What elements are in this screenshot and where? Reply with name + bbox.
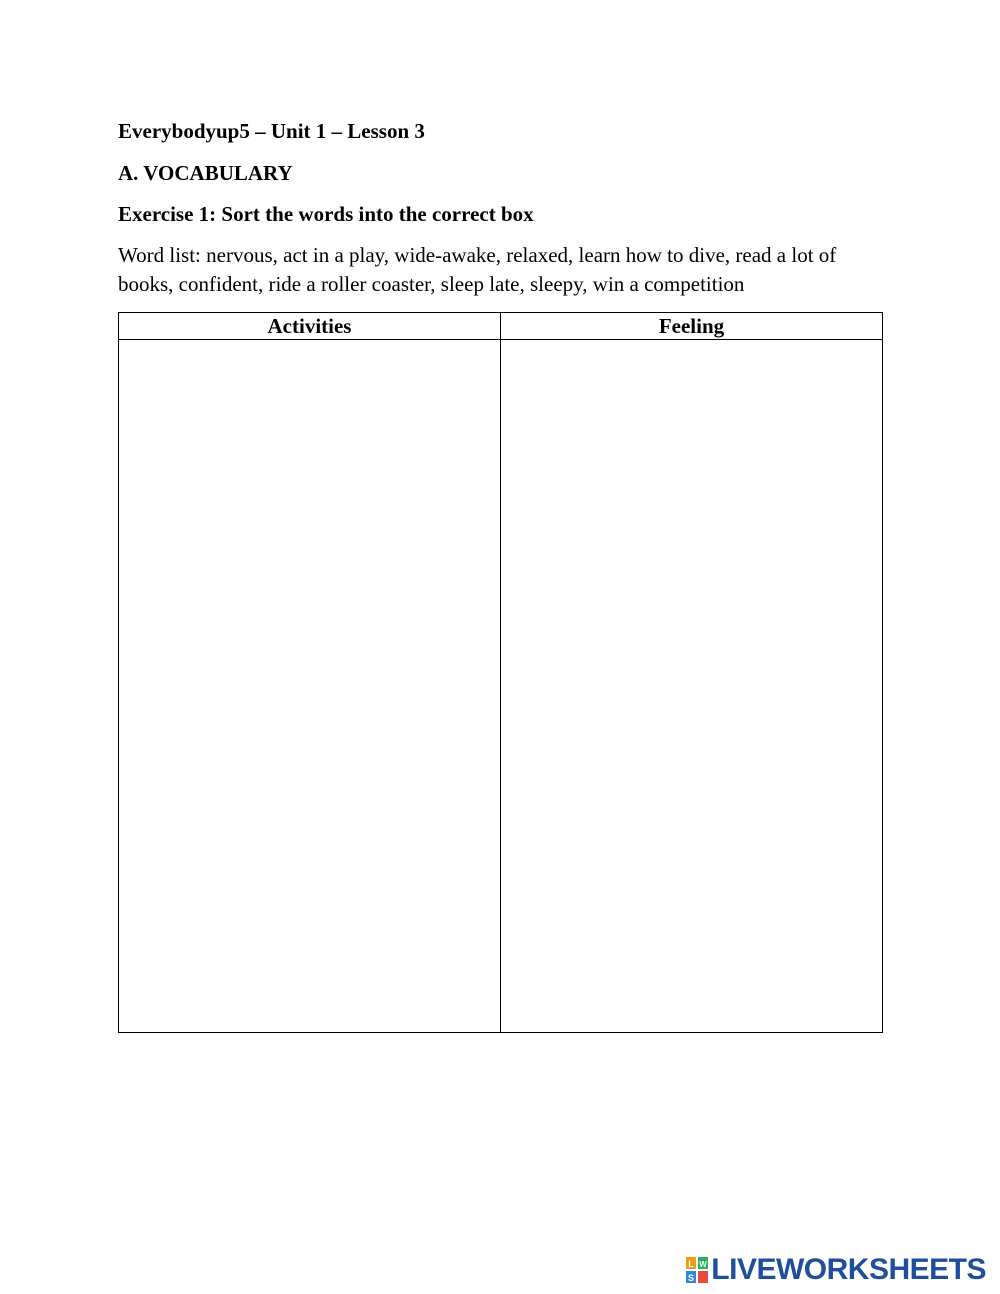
logo-letter-w: W xyxy=(699,1260,708,1269)
logo-letter-l: L xyxy=(688,1259,695,1269)
exercise-heading: Exercise 1: Sort the words into the correct box xyxy=(118,202,534,226)
logo-text: LIVEWORKSHEETS xyxy=(711,1253,986,1286)
table-header-row xyxy=(119,313,883,340)
sort-table xyxy=(118,312,883,1033)
column-header-activities: Activities xyxy=(119,313,501,340)
section-heading: A. VOCABULARY xyxy=(118,161,293,185)
page-title: Everybodyup5 – Unit 1 – Lesson 3 xyxy=(118,119,425,143)
feeling-drop-box[interactable] xyxy=(501,340,883,1033)
column-header-feeling: Feeling xyxy=(501,313,883,340)
word-list: Word list: nervous, act in a play, wide-awake, relaxed, learn how to dive, read a lot of books, confident, ride a roller coaster, sleep late, sleepy, win a competition xyxy=(118,243,837,296)
logo-letter-s: S xyxy=(688,1273,695,1283)
liveworksheets-logo xyxy=(686,1253,986,1287)
table-row xyxy=(119,340,883,1033)
activities-drop-box[interactable] xyxy=(119,340,501,1033)
liveworksheets-logo-icon xyxy=(686,1257,708,1283)
